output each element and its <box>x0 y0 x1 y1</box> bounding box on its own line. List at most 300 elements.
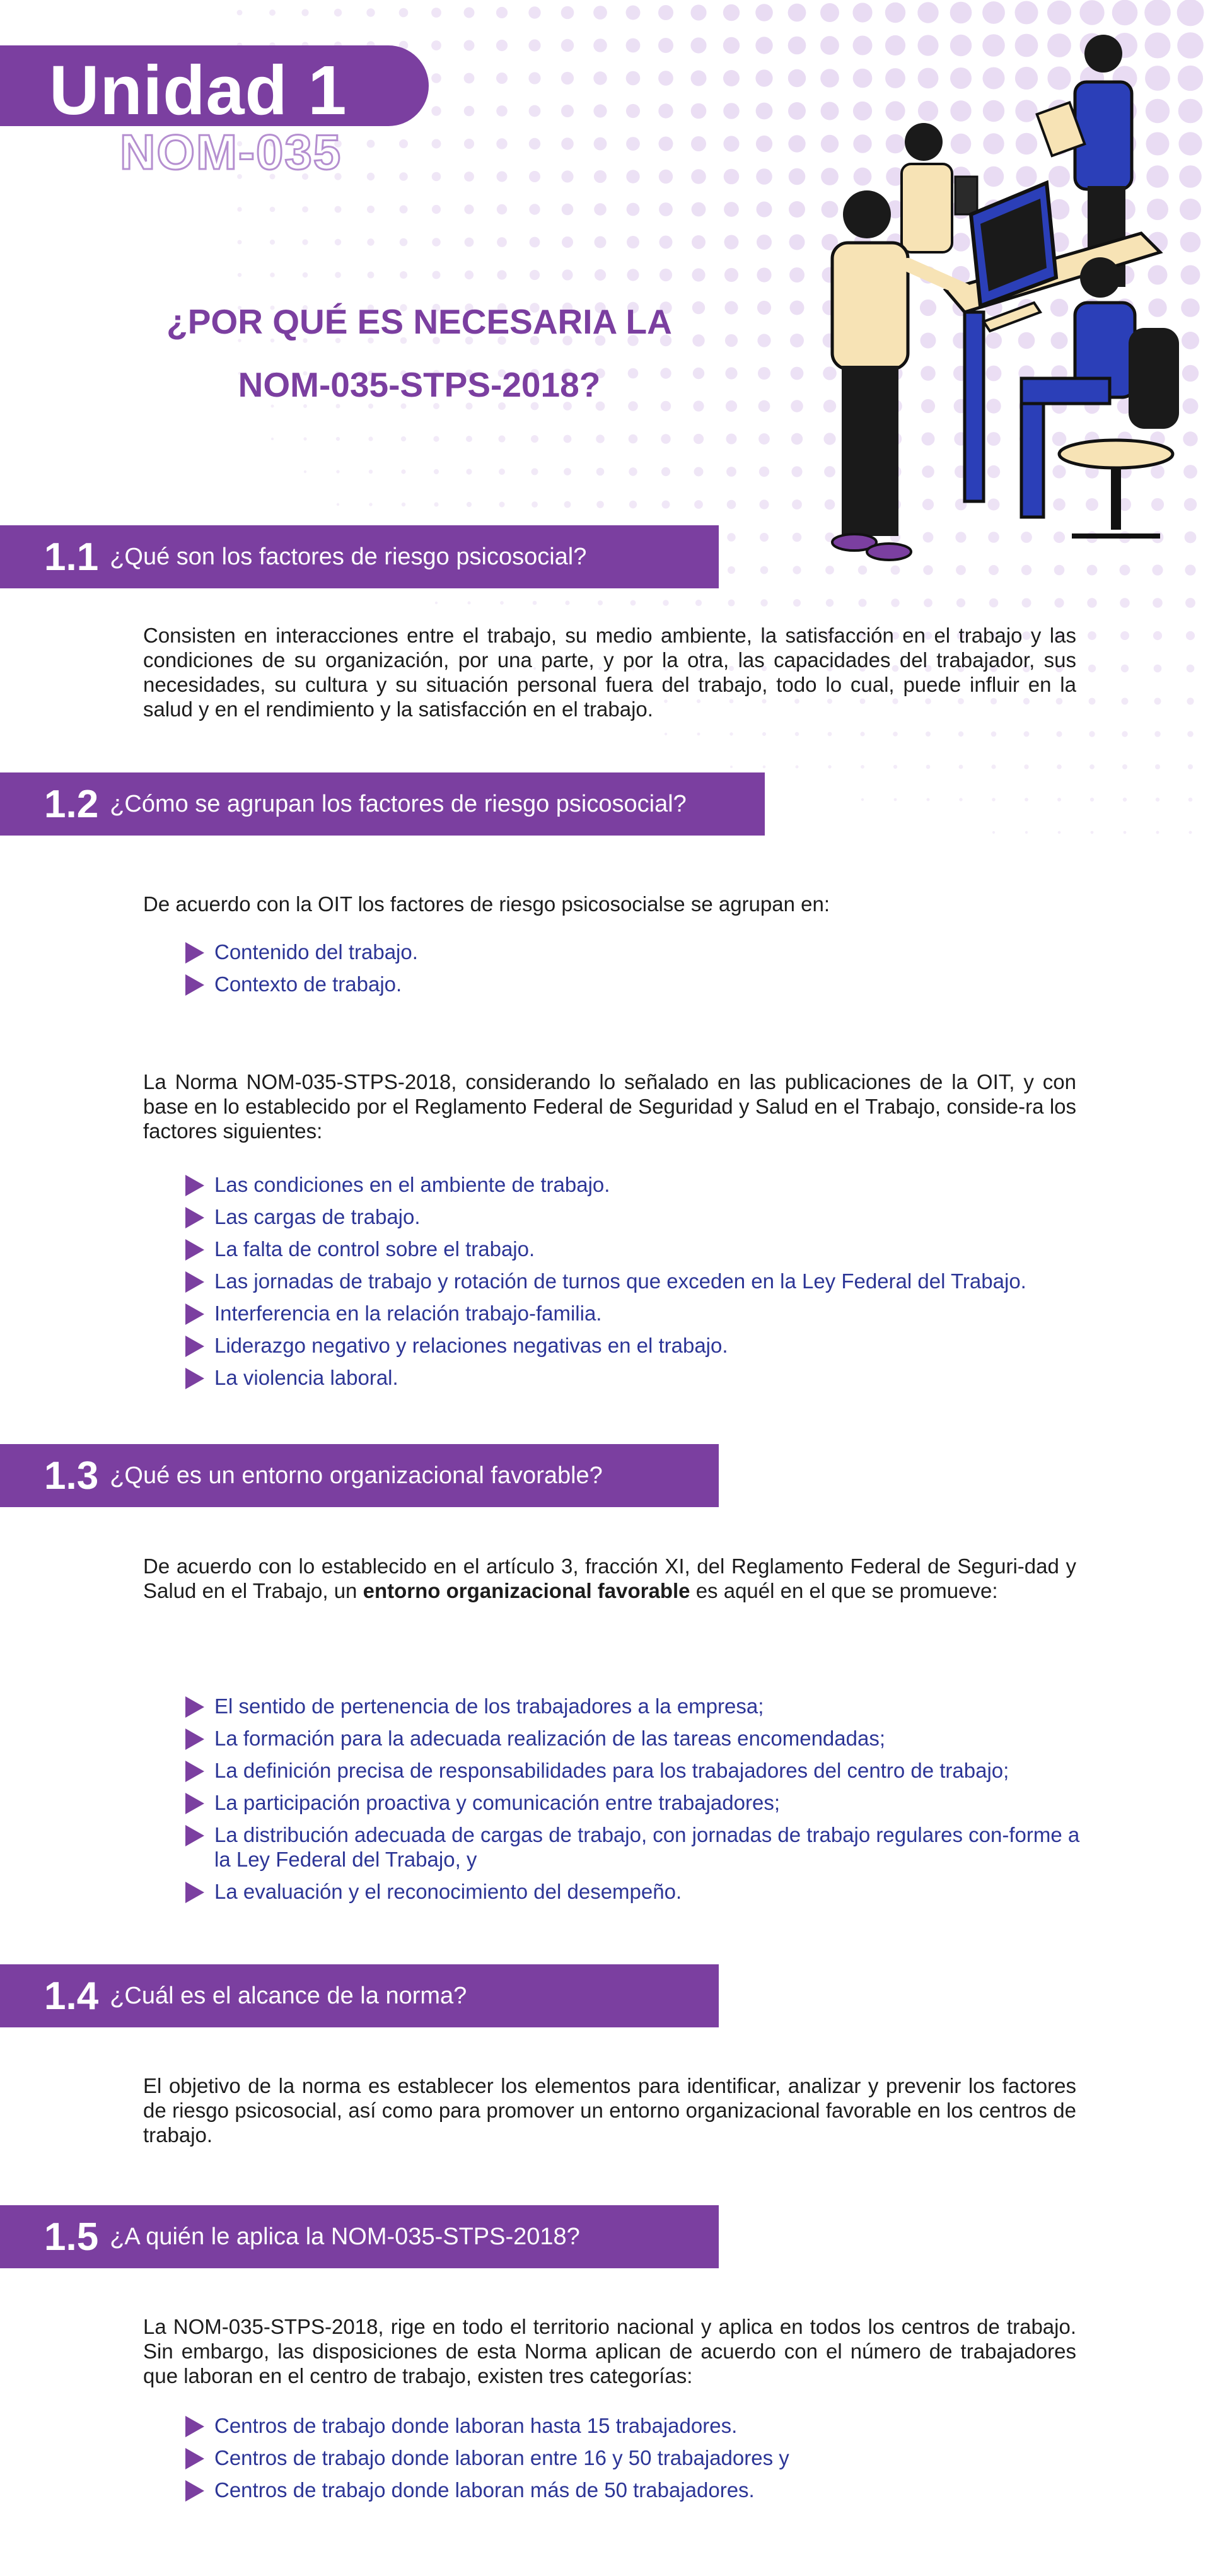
decorative-dot <box>724 202 739 217</box>
decorative-dot <box>464 204 473 214</box>
decorative-dot <box>1188 764 1193 769</box>
decorative-dot <box>723 103 740 119</box>
decorative-dot <box>237 207 241 211</box>
decorative-dot <box>861 798 864 801</box>
decorative-dot <box>562 204 574 216</box>
triangle-bullet-icon <box>185 1271 204 1293</box>
decorative-dot <box>593 71 607 85</box>
decorative-dot <box>758 400 770 412</box>
triangle-bullet-icon <box>185 1175 204 1196</box>
section-1-4-paragraph: El objetivo de la norma es establecer los elementos para identificar, analizar y prevenir los factores de riesgo psicosocial, así como para promover un entorno organizacional favorable en los centros de trabajo. <box>143 2074 1076 2147</box>
decorative-dot <box>1089 731 1095 737</box>
decorative-dot <box>565 600 569 605</box>
decorative-dot <box>367 140 375 148</box>
decorative-dot <box>1054 598 1064 607</box>
decorative-dot <box>435 602 438 604</box>
decorative-dot <box>336 437 340 441</box>
decorative-dot <box>791 400 803 412</box>
section-number: 1.5 <box>44 2215 99 2259</box>
section-1-2-list-2 <box>183 1172 1129 1397</box>
decorative-dot <box>271 438 274 440</box>
decorative-dot <box>894 798 897 801</box>
section-question: ¿Cuál es el alcance de la norma? <box>110 1982 467 2009</box>
decorative-dot <box>1185 598 1195 608</box>
decorative-dot <box>792 499 802 510</box>
section-number: 1.4 <box>44 1974 99 2018</box>
decorative-dot <box>659 170 673 184</box>
decorative-dot <box>1155 764 1160 769</box>
decorative-dot <box>433 271 441 279</box>
decorative-dot <box>627 236 639 248</box>
triangle-bullet-icon <box>185 1882 204 1903</box>
decorative-dot <box>465 271 473 279</box>
decorative-dot <box>725 334 738 347</box>
decorative-dot <box>367 206 375 213</box>
decorative-dot <box>1188 798 1193 802</box>
section-question: ¿Qué son los factores de riesgo psicosocial? <box>110 543 587 570</box>
decorative-dot <box>302 239 308 245</box>
decorative-dot <box>724 169 740 185</box>
list-item: La participación proactiva y comunicación entre trabajadores; <box>183 1790 1129 1815</box>
decorative-dot <box>726 400 737 412</box>
section-1-4-header <box>0 1964 719 2027</box>
decorative-dot <box>1047 1 1071 25</box>
decorative-dot <box>992 831 995 834</box>
decorative-dot <box>760 599 767 606</box>
triangle-bullet-icon <box>185 1728 204 1750</box>
list-item: La violencia laboral. <box>183 1365 1129 1390</box>
decorative-dot <box>756 103 773 120</box>
decorative-dot <box>399 139 408 148</box>
decorative-dot <box>401 436 406 441</box>
decorative-dot <box>926 731 931 737</box>
decorative-dot <box>691 169 706 184</box>
decorative-dot <box>697 733 700 736</box>
decorative-dot <box>499 469 505 475</box>
decorative-dot <box>270 272 275 277</box>
decorative-dot <box>662 501 670 509</box>
decorative-dot <box>724 301 738 314</box>
triangle-bullet-icon <box>185 942 204 964</box>
decorative-dot <box>432 238 441 247</box>
decorative-dot <box>629 434 638 444</box>
decorative-dot <box>596 501 604 508</box>
decorative-dot <box>530 270 540 280</box>
decorative-dot <box>596 434 605 443</box>
decorative-dot <box>691 103 707 119</box>
decorative-dot <box>1187 665 1195 673</box>
decorative-dot <box>1120 598 1130 608</box>
decorative-dot <box>496 73 508 84</box>
section-number: 1.3 <box>44 1454 99 1498</box>
decorative-dot <box>790 334 804 347</box>
decorative-dot <box>789 201 805 218</box>
decorative-dot <box>529 204 540 214</box>
decorative-dot <box>788 37 806 55</box>
decorative-dot <box>335 206 342 213</box>
decorative-dot <box>665 733 667 735</box>
decorative-dot <box>496 7 508 18</box>
decorative-dot <box>598 600 603 605</box>
decorative-dot <box>431 106 441 115</box>
decorative-dot <box>302 206 308 213</box>
list-item: La definición precisa de responsabilidades para los trabajadores del centro de trabajo; <box>183 1758 1129 1783</box>
decorative-dot <box>992 798 996 801</box>
list-item: Centros de trabajo donde laboran más de 50 trabajadores. <box>183 2478 1129 2502</box>
decorative-dot <box>826 599 834 607</box>
decorative-dot <box>399 8 409 18</box>
decorative-dot <box>755 69 772 86</box>
decorative-dot <box>496 138 507 149</box>
section-question: ¿Cómo se agrupan los factores de riesgo psicosocial? <box>110 790 687 817</box>
decorative-dot <box>788 102 806 120</box>
decorative-dot <box>400 271 407 279</box>
decorative-dot <box>691 71 707 86</box>
decorative-dot <box>723 136 739 151</box>
decorative-dot <box>791 433 803 445</box>
decorative-dot <box>1187 731 1194 737</box>
decorative-dot <box>788 4 806 22</box>
decorative-dot <box>725 367 737 379</box>
decorative-dot <box>627 203 640 216</box>
decorative-dot <box>755 4 773 21</box>
decorative-dot <box>465 238 474 247</box>
bold-term: entorno organizacional favorable <box>363 1579 690 1602</box>
decorative-dot <box>893 731 898 737</box>
list-item: Centros de trabajo donde laboran entre 16 y 50 trabajadores y <box>183 2445 1129 2470</box>
decorative-dot <box>1154 698 1161 705</box>
decorative-dot <box>594 170 607 183</box>
decorative-dot <box>1087 598 1096 607</box>
decorative-dot <box>726 434 737 445</box>
woman-figure <box>902 123 977 252</box>
decorative-dot <box>790 301 805 315</box>
decorative-dot <box>692 235 706 249</box>
decorative-dot <box>1153 631 1162 640</box>
main-title-line2: NOM-035-STPS-2018? <box>238 365 601 404</box>
decorative-dot <box>728 566 735 574</box>
decorative-dot <box>561 137 574 150</box>
decorative-dot <box>626 137 640 151</box>
decorative-dot <box>828 765 831 768</box>
decorative-dot <box>1089 764 1095 769</box>
decorative-dot <box>730 766 733 768</box>
decorative-dot <box>691 136 706 151</box>
section-question: ¿Qué es un entorno organizacional favorable? <box>110 1462 603 1489</box>
decorative-dot <box>1079 0 1104 25</box>
decorative-dot <box>434 469 439 474</box>
decorative-dot <box>989 598 999 608</box>
decorative-dot <box>497 204 507 214</box>
list-item: El sentido de pertenencia de los trabajadores a la empresa; <box>183 1694 1129 1718</box>
list-item: Interferencia en la relación trabajo-familia. <box>183 1301 1129 1326</box>
decorative-dot <box>788 135 805 152</box>
section-1-2-paragraph-2: La Norma NOM-035-STPS-2018, considerando lo señalado en las publicaciones de la OIT, y con base en lo establecido por el Reglamento Federal de Seguridad y Salud en el Trabajo, conside-ra los factores siguientes: <box>143 1070 1076 1143</box>
decorative-dot <box>400 238 408 247</box>
decorative-dot <box>400 206 408 214</box>
section-1-2-header <box>0 772 765 836</box>
decorative-dot <box>499 436 506 443</box>
list-item: Liderazgo negativo y relaciones negativas en el trabajo. <box>183 1333 1129 1358</box>
decorative-dot <box>399 172 408 181</box>
decorative-dot <box>659 202 673 216</box>
decorative-dot <box>1091 831 1094 834</box>
decorative-dot <box>663 600 668 605</box>
decorative-dot <box>270 207 276 213</box>
decorative-dot <box>659 269 672 281</box>
triangle-bullet-icon <box>185 1207 204 1228</box>
triangle-bullet-icon <box>185 1303 204 1325</box>
decorative-dot <box>757 334 770 347</box>
decorative-dot <box>982 1 1005 24</box>
decorative-dot <box>727 500 736 510</box>
decorative-dot <box>626 104 640 118</box>
list-item: La distribución adecuada de cargas de trabajo, con jornadas de trabajo regulares con-forme a la Ley Federal del Trabajo, y <box>183 1822 1091 1872</box>
decorative-dot <box>304 470 306 473</box>
decorative-dot <box>757 301 771 315</box>
decorative-dot <box>956 598 965 607</box>
decorative-dot <box>1154 731 1161 737</box>
decorative-dot <box>1186 631 1195 640</box>
decorative-dot <box>529 138 540 149</box>
decorative-dot <box>959 765 963 769</box>
decorative-dot <box>301 9 308 16</box>
decorative-dot <box>369 503 372 506</box>
triangle-bullet-icon <box>185 1696 204 1718</box>
decorative-dot <box>791 367 804 380</box>
decorative-dot <box>788 69 806 87</box>
decorative-dot <box>690 37 706 53</box>
section-1-5-paragraph: La NOM-035-STPS-2018, rige en todo el territorio nacional y aplica en todos los centros de trabajo. Sin embargo, las disposiciones de esta Norma aplican de acuerdo con el número de trabajadores que laboran en el centro de trabajo, existen tres categorías: <box>143 2315 1076 2387</box>
decorative-dot <box>464 106 475 117</box>
decorative-dot <box>728 600 735 607</box>
decorative-dot <box>1121 665 1129 672</box>
decorative-dot <box>464 139 474 149</box>
decorative-dot <box>1024 731 1030 737</box>
decorative-dot <box>238 240 242 245</box>
decorative-dot <box>594 203 607 216</box>
unit-banner <box>0 45 429 129</box>
decorative-dot <box>1177 0 1204 26</box>
decorative-dot <box>337 503 339 506</box>
main-title-line1: ¿POR QUÉ ES NECESARIA LA <box>166 302 672 341</box>
decorative-dot <box>433 436 439 441</box>
triangle-bullet-icon <box>185 2416 204 2437</box>
decorative-dot <box>1153 598 1163 608</box>
decorative-dot <box>924 598 932 607</box>
decorative-dot <box>1120 631 1129 640</box>
decorative-dot <box>893 765 897 769</box>
decorative-dot <box>564 501 571 508</box>
decorative-dot <box>723 70 740 86</box>
decorative-dot <box>500 601 504 605</box>
decorative-dot <box>1144 0 1171 26</box>
decorative-dot <box>796 766 799 769</box>
triangle-bullet-icon <box>185 1825 204 1846</box>
decorative-dot <box>561 170 573 182</box>
section-1-5-list <box>183 2413 1129 2510</box>
decorative-dot <box>885 3 905 23</box>
decorative-dot <box>859 599 867 607</box>
decorative-dot <box>795 732 799 736</box>
decorative-dot <box>368 436 373 441</box>
decorative-dot <box>789 168 806 185</box>
decorative-dot <box>367 173 375 180</box>
decorative-dot <box>336 470 339 473</box>
decorative-dot <box>724 268 738 282</box>
list-item: Centros de trabajo donde laboran hasta 15 trabajadores. <box>183 2413 1129 2438</box>
decorative-dot <box>820 3 839 22</box>
section-1-2-paragraph: De acuerdo con la OIT los factores de riesgo psicosocialse se agrupan en: <box>143 892 830 916</box>
decorative-dot <box>627 269 639 281</box>
decorative-dot <box>595 236 607 248</box>
triangle-bullet-icon <box>185 1368 204 1389</box>
decorative-dot <box>789 267 805 283</box>
decorative-dot <box>789 235 805 250</box>
decorative-dot <box>793 599 801 607</box>
decorative-dot <box>528 6 540 18</box>
decorative-dot <box>658 103 673 118</box>
decorative-dot <box>1189 831 1192 834</box>
decorative-dot <box>724 235 739 250</box>
decorative-dot <box>658 38 673 53</box>
triangle-bullet-icon <box>185 1793 204 1814</box>
decorative-dot <box>596 468 605 476</box>
decorative-dot <box>368 272 375 279</box>
main-title <box>120 290 719 416</box>
decorative-dot <box>496 105 508 117</box>
decorative-dot <box>401 469 405 474</box>
decorative-dot <box>564 435 572 443</box>
decorative-dot <box>723 4 740 21</box>
decorative-dot <box>927 798 930 801</box>
decorative-dot <box>1122 698 1129 705</box>
decorative-dot <box>464 73 475 84</box>
decorative-dot <box>561 39 574 52</box>
triangle-bullet-icon <box>185 1239 204 1261</box>
decorative-dot <box>626 38 641 53</box>
seated-man-figure <box>1021 257 1179 536</box>
section-1-3-list <box>183 1694 1129 1911</box>
decorative-dot <box>758 367 770 380</box>
triangle-bullet-icon <box>185 974 204 996</box>
decorative-dot <box>1123 798 1127 801</box>
decorative-dot <box>533 601 537 605</box>
decorative-dot <box>593 104 607 117</box>
decorative-dot <box>659 137 673 151</box>
decorative-dot <box>593 38 607 52</box>
decorative-dot <box>335 272 341 278</box>
decorative-dot <box>1089 698 1096 705</box>
decorative-dot <box>528 39 540 51</box>
decorative-dot <box>464 172 474 182</box>
decorative-dot <box>431 73 441 83</box>
decorative-dot <box>532 501 538 508</box>
decorative-dot <box>335 239 341 245</box>
decorative-dot <box>692 268 705 281</box>
decorative-dot <box>757 235 772 250</box>
decorative-dot <box>367 238 374 245</box>
decorative-dot <box>760 533 769 542</box>
decorative-dot <box>793 533 802 542</box>
decorative-dot <box>562 269 572 280</box>
decorative-dot <box>464 8 475 18</box>
decorative-dot <box>757 267 771 282</box>
decorative-dot <box>432 205 441 214</box>
list-item: La falta de control sobre el trabajo. <box>183 1237 1129 1261</box>
list-item: Contenido del trabajo. <box>183 940 1129 964</box>
decorative-dot <box>659 236 673 249</box>
decorative-dot <box>861 765 864 769</box>
decorative-dot <box>1015 1 1038 25</box>
decorative-dot <box>860 731 864 736</box>
decorative-dot <box>658 5 673 20</box>
section-1-1-header <box>0 525 719 588</box>
decorative-dot <box>1022 598 1031 608</box>
decorative-dot <box>626 6 641 20</box>
decorative-dot <box>959 798 962 801</box>
decorative-dot <box>1156 798 1159 801</box>
decorative-dot <box>958 731 963 737</box>
decorative-dot <box>270 240 275 245</box>
decorative-dot <box>499 502 505 508</box>
nom-label: NOM-035 <box>120 124 342 180</box>
section-1-2-list <box>183 940 1129 1004</box>
decorative-dot <box>690 4 706 20</box>
decorative-dot <box>1024 764 1028 769</box>
decorative-dot <box>626 170 639 183</box>
decorative-dot <box>692 202 706 217</box>
decorative-dot <box>1154 665 1162 673</box>
decorative-dot <box>431 40 441 50</box>
decorative-dot <box>497 172 508 182</box>
decorative-dot <box>529 105 541 117</box>
decorative-dot <box>1057 764 1062 769</box>
decorative-dot <box>991 764 996 769</box>
triangle-bullet-icon <box>185 2480 204 2502</box>
decorative-dot <box>528 72 540 84</box>
decorative-dot <box>917 2 938 23</box>
decorative-dot <box>1057 798 1061 801</box>
decorative-dot <box>303 437 306 440</box>
decorative-dot <box>791 466 802 477</box>
decorative-dot <box>468 602 471 605</box>
decorative-dot <box>852 3 872 22</box>
decorative-dot <box>758 433 770 445</box>
decorative-dot <box>828 732 832 737</box>
decorative-dot <box>564 468 571 475</box>
decorative-dot <box>434 502 438 506</box>
decorative-dot <box>658 71 673 86</box>
decorative-dot <box>1156 831 1159 834</box>
decorative-dot <box>727 533 735 541</box>
decorative-dot <box>1112 0 1138 25</box>
section-1-1-paragraph: Consisten en interacciones entre el trabajo, su medio ambiente, la satisfacción en el trabajo y las condiciones de su organización, por una parte, y por la otra, las capacidades del trabajador, sus necesidades, su cultura y su situación personal fuera del trabajo, todo lo cual, puede influir en la salud y en el rendimiento y la satisfacción en el trabajo. <box>143 624 1076 721</box>
decorative-dot <box>759 499 769 509</box>
decorative-dot <box>926 765 931 769</box>
decorative-dot <box>729 732 733 735</box>
decorative-dot <box>466 436 472 442</box>
decorative-dot <box>561 72 574 85</box>
section-number: 1.1 <box>44 535 99 579</box>
decorative-dot <box>1025 798 1028 801</box>
decorative-dot <box>1090 798 1094 801</box>
section-number: 1.2 <box>44 782 99 826</box>
decorative-dot <box>793 566 801 574</box>
decorative-dot <box>661 467 670 476</box>
decorative-dot <box>1088 665 1096 672</box>
triangle-bullet-icon <box>185 1761 204 1782</box>
